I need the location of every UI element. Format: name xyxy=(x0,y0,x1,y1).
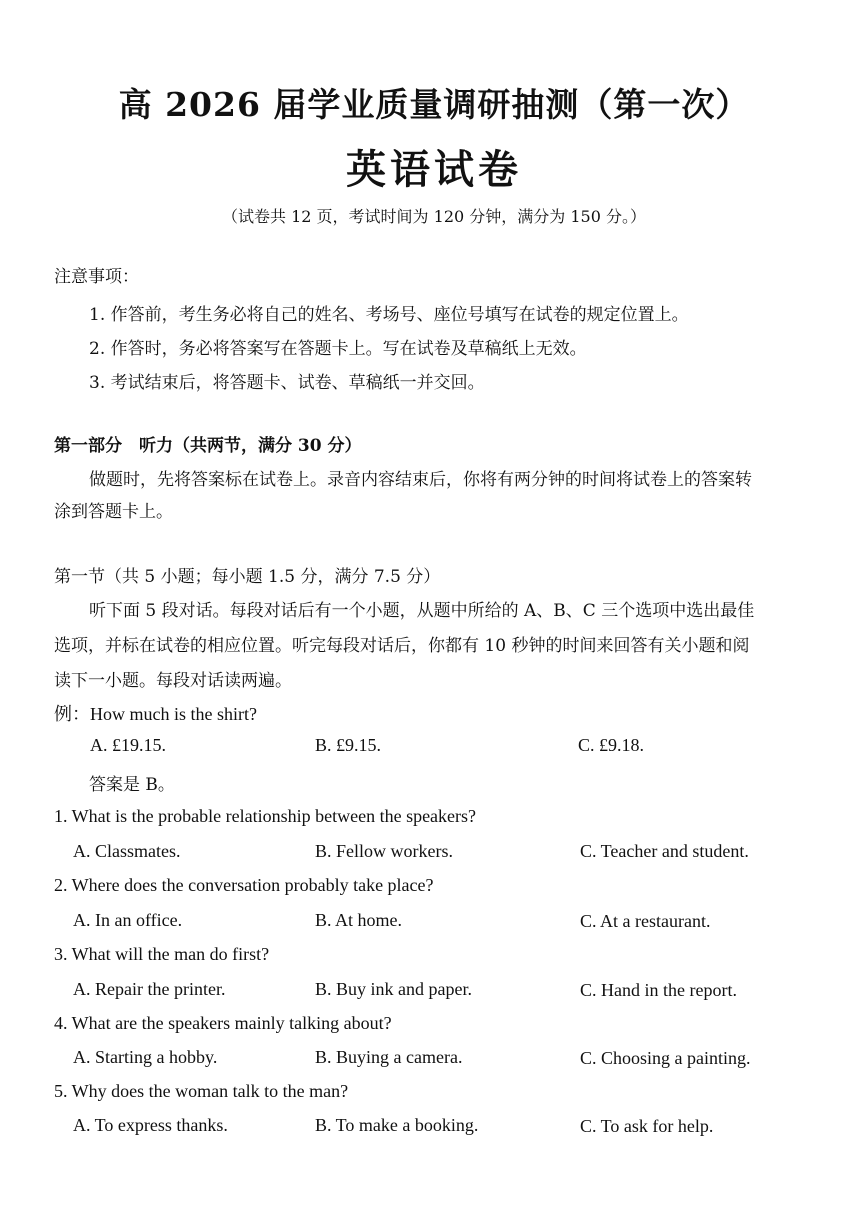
question-2-option-a: A. In an office. xyxy=(73,910,183,930)
section1-instructions: 选项，并标在试卷的相应位置。听完每段对话后，你都有 10 秒钟的时间来回答有关小题和阅 xyxy=(54,636,750,656)
question-1-option-c: C. Teacher and student. xyxy=(580,841,749,861)
note-item: 3. 考试结束后，将答题卡、试卷、草稿纸一并交回。 xyxy=(89,373,485,393)
example-question: 例：How much is the shirt? xyxy=(54,704,257,724)
example-option-a: A. £19.15. xyxy=(90,735,166,755)
note-item: 1. 作答前，考生务必将自己的姓名、考场号、座位号填写在试卷的规定位置上。 xyxy=(89,305,689,325)
subject-title: 英语试卷 xyxy=(346,147,522,193)
question-5-option-a: A. To express thanks. xyxy=(73,1115,228,1135)
question-4-option-c: C. Choosing a painting. xyxy=(580,1048,751,1068)
section1-instructions: 读下一小题。每段对话读两遍。 xyxy=(54,671,292,691)
example-option-b: B. £9.15. xyxy=(315,735,382,755)
question-5-option-c: C. To ask for help. xyxy=(580,1116,714,1136)
question-5-option-b: B. To make a booking. xyxy=(315,1115,479,1135)
section1-instructions: 听下面 5 段对话。每段对话后有一个小题，从题中所给的 A、B、C 三个选项中选出最佳 xyxy=(89,601,755,621)
question-2-option-b: B. At home. xyxy=(315,910,403,930)
question-4-option-b: B. Buying a camera. xyxy=(315,1047,463,1067)
question-1-option-a: A. Classmates. xyxy=(73,841,181,861)
question-4-option-a: A. Starting a hobby. xyxy=(73,1047,218,1067)
question-3-option-b: B. Buy ink and paper. xyxy=(315,979,472,999)
example-answer: 答案是 B。 xyxy=(89,775,175,795)
question-1-option-b: B. Fellow workers. xyxy=(315,841,453,861)
question-1: 1. What is the probable relationship between the speakers? xyxy=(54,806,477,826)
example-option-c: C. £9.18. xyxy=(578,735,645,755)
part1-heading: 第一部分 听力（共两节，满分 30 分） xyxy=(54,436,362,456)
note-item: 2. 作答时，务必将答案写在答题卡上。写在试卷及草稿纸上无效。 xyxy=(89,339,587,359)
part1-instructions: 做题时，先将答案标在试卷上。录音内容结束后，你将有两分钟的时间将试卷上的答案转 xyxy=(89,470,752,490)
question-2-option-c: C. At a restaurant. xyxy=(580,911,711,931)
exam-title: 高 2026 届学业质量调研抽测（第一次） xyxy=(118,85,750,124)
question-5: 5. Why does the woman talk to the man? xyxy=(54,1081,349,1101)
notes-heading: 注意事项： xyxy=(54,267,139,287)
question-3-option-c: C. Hand in the report. xyxy=(580,980,737,1000)
question-2: 2. Where does the conversation probably take place? xyxy=(54,875,434,895)
question-3-option-a: A. Repair the printer. xyxy=(73,979,226,999)
exam-info: （试卷共 12 页，考试时间为 120 分钟，满分为 150 分。） xyxy=(222,207,646,226)
section1-heading: 第一节（共 5 小题；每小题 1.5 分，满分 7.5 分） xyxy=(54,567,441,587)
part1-instructions: 涂到答题卡上。 xyxy=(54,502,173,522)
question-4: 4. What are the speakers mainly talking about? xyxy=(54,1013,392,1033)
question-3: 3. What will the man do first? xyxy=(54,944,270,964)
